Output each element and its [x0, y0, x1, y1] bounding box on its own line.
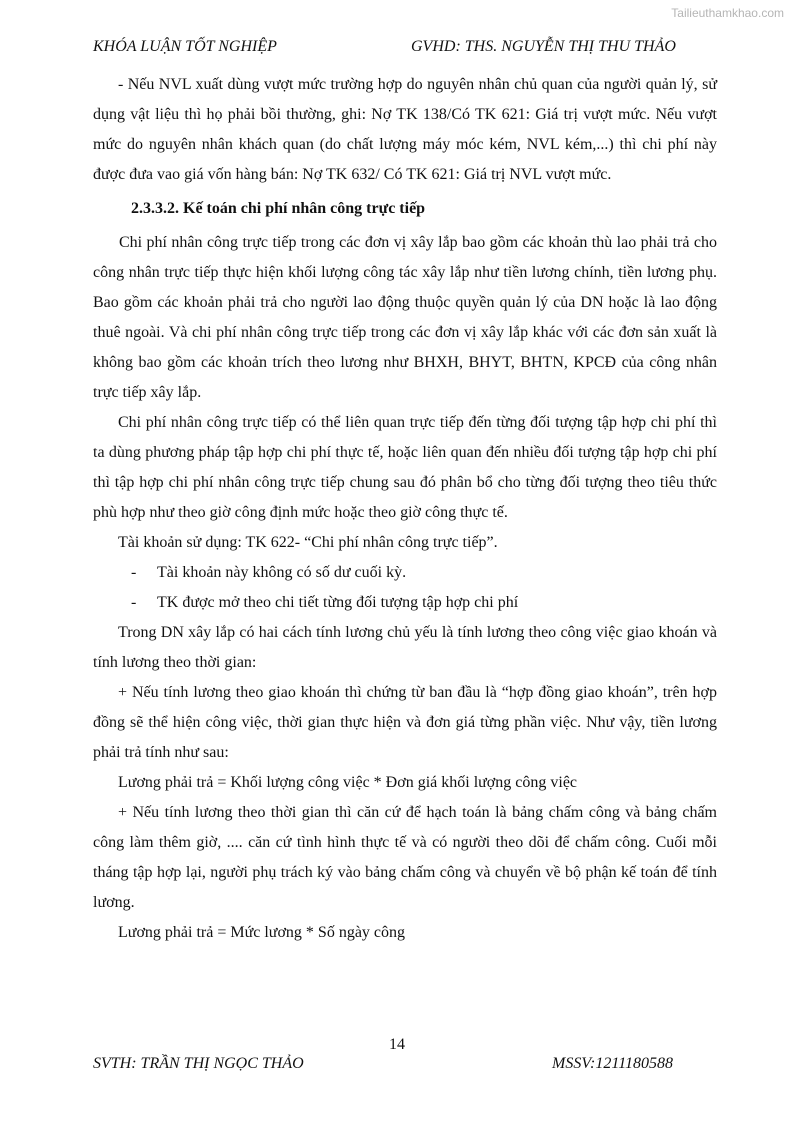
list-item-text: Tài khoản này không có số dư cuối kỳ. [157, 564, 407, 581]
formula-time: Lương phải trả = Mức lương * Số ngày công [118, 924, 406, 941]
list-item [93, 588, 717, 618]
footer-student-id: MSSV:1211180588 [551, 1055, 673, 1072]
page-header [93, 38, 705, 56]
dash-bullet: - [131, 594, 137, 611]
list-item-text: TK được mở theo chi tiết từng đối tượng tập hợp chi phí [157, 594, 519, 611]
paragraph-time-salary: + Nếu tính lương theo thời gian thì căn cứ để hạch toán là bảng chấm công và bảng chấm công làm thêm giờ, .... căn cứ tình hình thực tế và có người theo dõi để chấm công. Cuối mỗi tháng tập hợp lại, người phụ trách ký vào bảng chấm công và chuyển về bộ phận kế toán để tính lương. [93, 804, 717, 911]
formula-piecework: Lương phải trả = Khối lượng công việc * Đơn giá khối lượng công việc [118, 774, 578, 791]
section-heading: 2.3.3.2. Kế toán chi phí nhân công trực tiếp [131, 200, 426, 217]
footer-student: SVTH: TRẦN THỊ NGỌC THẢO [93, 1055, 304, 1072]
paragraph-salary-methods: Trong DN xây lắp có hai cách tính lương chủ yếu là tính lương theo công việc giao khoán và tính lương theo thời gian: [93, 624, 717, 671]
paragraph-labor-cost-allocation: Chi phí nhân công trực tiếp có thể liên quan trực tiếp đến từng đối tượng tập hợp chi phí thì ta dùng phương pháp tập hợp chi phí thực tế, hoặc liên quan đến nhiều đối tượng tập hợp chi phí thì tập hợp chi phí nhân công trực tiếp chung sau đó phân bổ cho từng đối tượng theo tiêu thức phù hợp như theo giờ công định mức hoặc theo giờ công thực tế. [93, 414, 717, 521]
page-number: 14 [389, 1036, 405, 1053]
paragraph-excess-material: - Nếu NVL xuất dùng vượt mức trường hợp do nguyên nhân chủ quan của người quản lý, sử dụng vật liệu thì họ phải bồi thường, ghi: Nợ TK 138/Có TK 621: Giá trị vượt mức. Nếu vượt mức do nguyên nhân khách quan (do chất lượng máy móc kém, NVL kém,...) thì chi phí này được đưa vao giá vốn hàng bán: Nợ TK 632/ Có TK 621: Giá trị NVL vượt mức. [93, 76, 717, 183]
paragraph-labor-cost-definition: Chi phí nhân công trực tiếp trong các đơn vị xây lắp bao gồm các khoản thù lao phải trả cho công nhân trực tiếp thực hiện khối lượng công tác xây lắp như tiền lương chính, tiền lương phụ. Bao gồm các khoản phải trả cho người lao động thuộc quyền quản lý của DN hoặc là lao động thuê ngoài. Và chi phí nhân công trực tiếp trong các đơn vị xây lắp khác với các đơn sản xuất là không bao gồm các khoản trích theo lương như BHXH, BHYT, BHTN, KPCĐ của công nhân trực tiếp xây lắp. [93, 234, 717, 401]
dash-bullet: - [131, 564, 137, 581]
header-thesis-title: KHÓA LUẬN TỐT NGHIỆP [93, 38, 277, 55]
watermark: Tailieuthamkhao.com [671, 6, 784, 20]
paragraph-piecework-salary: + Nếu tính lương theo giao khoán thì chứng từ ban đầu là “hợp đồng giao khoán”, trên hợp đồng sẽ thể hiện công việc, thời gian thực hiện và đơn giá từng phần việc. Như vậy, tiền lương phải trả tính như sau: [93, 684, 717, 761]
page-body [93, 70, 717, 948]
header-advisor: GVHD: THS. NGUYỄN THỊ THU THẢO [411, 38, 676, 55]
list-item [93, 558, 717, 588]
paragraph-account-used: Tài khoản sử dụng: TK 622- “Chi phí nhân công trực tiếp”. [118, 534, 498, 551]
page-footer [93, 1055, 673, 1073]
